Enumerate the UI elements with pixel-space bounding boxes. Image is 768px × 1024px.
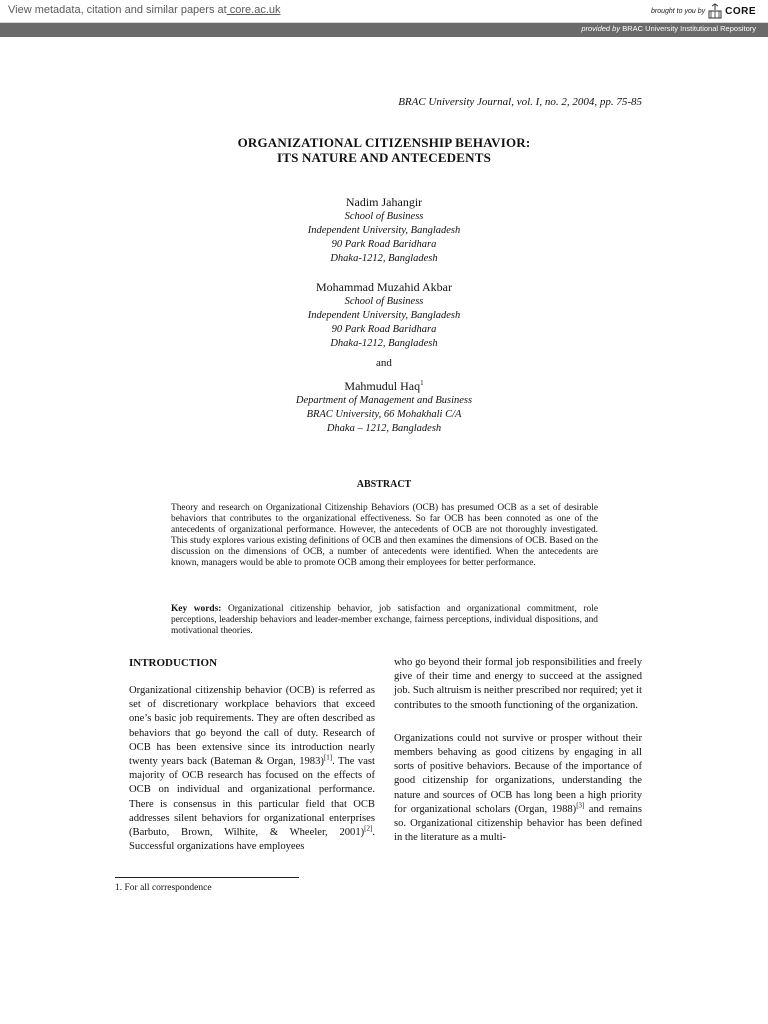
left-column (129, 656, 375, 868)
affiliation-line: Dhaka – 1212, Bangladesh (326, 423, 442, 434)
affiliation-line: Independent University, Bangladesh (307, 225, 461, 236)
provided-by-label: provided by (581, 24, 621, 33)
author-name: Mohammad Muzahid Akbar (316, 280, 452, 294)
core-ac-uk-link[interactable]: core.ac.uk (226, 4, 281, 16)
core-metadata-link-line (8, 4, 281, 16)
author-block-2 (0, 279, 768, 351)
affiliation-line: Dhaka-1212, Bangladesh (330, 253, 438, 264)
affiliation-line: BRAC University, 66 Mohakhali C/A (306, 409, 462, 420)
citation-ref: [2] (364, 824, 373, 833)
core-brand[interactable] (651, 3, 756, 19)
footnote-marker: 1 (420, 379, 424, 387)
paper-title-line-1: ORGANIZATIONAL CITIZENSHIP BEHAVIOR: (237, 135, 531, 150)
author-conjunction: and (376, 357, 392, 369)
author-name: Nadim Jahangir (345, 195, 423, 209)
citation-ref: [3] (576, 801, 585, 810)
paper-title-line-2: ITS NATURE AND ANTECEDENTS (276, 150, 492, 165)
affiliation-line: Independent University, Bangladesh (307, 310, 461, 321)
footnote: 1. For all correspondence (115, 883, 212, 893)
intro-paragraph-3 (394, 732, 642, 846)
affiliation-line: School of Business (344, 296, 424, 307)
brought-to-you-text: brought to you by (651, 7, 706, 15)
core-metadata-text: View metadata, citation and similar papers at (8, 4, 227, 16)
text-run: Organizational citizenship behavior (OCB) is referred as set of discretionary workplace behaviors that exceed one’s basic job requirements. They are often described as behaviors that go beyond the call of duty. Research of OCB has been extensive since its introduction nearly twenty years back (Bateman & Organ, 1983) (129, 685, 375, 768)
core-header (0, 0, 768, 23)
abstract-heading: ABSTRACT (356, 479, 412, 490)
text-run: Organizations could not survive or prosper without their members behaving as good citizens by engaging in all sorts of positive behaviors. Because of the importance of good citizenship for organizations, understanding the nature and sources of OCB has long been a high priority for organizational scholars (Organ, 1988) (394, 732, 642, 815)
author-block-3 (0, 378, 768, 436)
core-brand-name: CORE (725, 5, 756, 17)
affiliation-line: 90 Park Road Baridhara (331, 324, 437, 335)
author-name-text: Mahmudul Haq (344, 379, 421, 393)
section-heading-introduction: INTRODUCTION (129, 657, 218, 669)
footnote-divider (115, 877, 299, 878)
text-run: . The vast majority of OCB research has focused on the effects of OCB on individual and organizational performance. There is consensus in this particular field that OCB addresses silent behaviors for organizational enterprises (Barbuto, Brown, Wilhite, & Wheeler, 2001) (129, 756, 375, 839)
keywords-text: Organizational citizenship behavior, job satisfaction and organizational commitment, role perceptions, leadership behaviors and leader-member exchange, fairness perceptions, individual dispositions, and motivational theories. (171, 604, 598, 637)
abstract-body: Theory and research on Organizational Citizenship Behaviors (OCB) has presumed OCB as a set of desirable behaviors that contributes to the organizational effectiveness. So far OCB has been connoted as one of the antecedents of organizational performance. However, the antecedents of OCB are not thoroughly investigated. This study explores various existing definitions of OCB and then examines the dimensions of OCB. Based on the discussion on the dimensions of OCB, a number of antecedents were identified. When the antecedents are known, managers would be able to promote OCB among their employees for better performance. (171, 503, 598, 569)
affiliation-line: 90 Park Road Baridhara (331, 239, 437, 250)
text-run: and remains so. Organizational citizenship behavior has been defined in the literature as a multi- (394, 803, 642, 844)
journal-citation: BRAC University Journal, vol. I, no. 2, 2004, pp. 75-85 (398, 96, 642, 108)
core-provided-bar (0, 23, 768, 37)
affiliation-line: Department of Management and Business (295, 395, 473, 406)
keywords-label: Key words: (171, 604, 222, 614)
keywords (171, 604, 598, 637)
right-column (394, 656, 642, 864)
citation-ref: [1] (323, 753, 333, 762)
core-logo-icon (707, 3, 723, 19)
intro-paragraph-2: who go beyond their formal job responsibilities and freely give of their time and energy to succeed at the assigned job. Such altruism is neither prescribed nor required; yet it contributes to the smooth functioning of the organization. (394, 657, 642, 711)
repository-name: BRAC University Institutional Repository (622, 24, 756, 33)
provided-by-text[interactable] (581, 24, 756, 33)
intro-paragraph-1 (129, 684, 375, 854)
author-block-1 (0, 194, 768, 266)
affiliation-line: Dhaka-1212, Bangladesh (330, 338, 438, 349)
author-name (0, 378, 768, 394)
text-run: . Successful organizations have employees (129, 827, 375, 853)
affiliation-line: School of Business (344, 211, 424, 222)
